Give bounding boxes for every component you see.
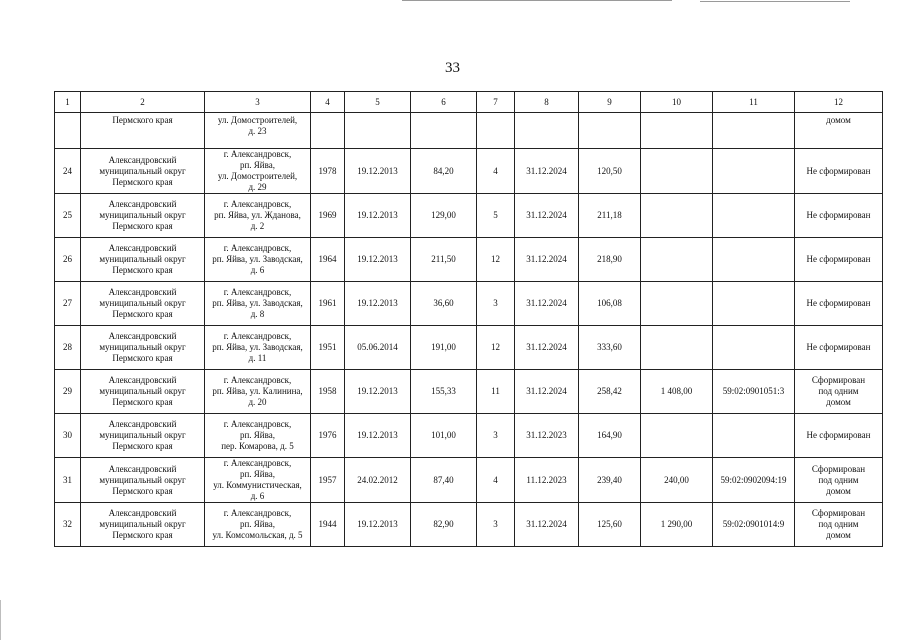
cell-date: 19.12.2013 bbox=[345, 194, 411, 238]
cell-row-number: 29 bbox=[55, 370, 81, 414]
cell-row-number: 28 bbox=[55, 326, 81, 370]
cell-residents: 12 bbox=[477, 326, 515, 370]
cell-residents: 4 bbox=[477, 458, 515, 503]
table-row bbox=[55, 194, 883, 238]
scan-edge-line bbox=[700, 1, 850, 2]
cell-municipality: Александровский муниципальный округ Пермского края bbox=[81, 414, 205, 458]
cell-cadastral-number: 59:02:0901051:3 bbox=[713, 370, 795, 414]
table-row bbox=[55, 414, 883, 458]
cell-land-status: Не сформирован bbox=[795, 414, 883, 458]
cell-municipality: Александровский муниципальный округ Пермского края bbox=[81, 282, 205, 326]
cell-year-built: 1944 bbox=[311, 503, 345, 547]
cell-row-number: 26 bbox=[55, 238, 81, 282]
cell-area bbox=[411, 113, 477, 149]
cell-residents: 3 bbox=[477, 503, 515, 547]
column-number-cell: 7 bbox=[477, 92, 515, 113]
cell-date: 19.12.2013 bbox=[345, 414, 411, 458]
cell-land-status: Не сформирован bbox=[795, 149, 883, 194]
housing-registry-table bbox=[54, 91, 883, 547]
cell-cadastral-number bbox=[713, 194, 795, 238]
cell-cadastral-number bbox=[713, 238, 795, 282]
cell-area-2: 164,90 bbox=[579, 414, 641, 458]
cell-deadline-date: 31.12.2024 bbox=[515, 194, 579, 238]
cell-year-built: 1978 bbox=[311, 149, 345, 194]
cell-cadastral-number bbox=[713, 282, 795, 326]
cell-area: 129,00 bbox=[411, 194, 477, 238]
cell-cadastral-number bbox=[713, 326, 795, 370]
cell-area-2: 125,60 bbox=[579, 503, 641, 547]
column-number-cell: 10 bbox=[641, 92, 713, 113]
cell-municipality: Александровский муниципальный округ Пермского края bbox=[81, 503, 205, 547]
cell-land-area bbox=[641, 113, 713, 149]
cell-deadline-date: 31.12.2024 bbox=[515, 370, 579, 414]
cell-municipality: Пермского края bbox=[81, 113, 205, 149]
column-number-cell: 3 bbox=[205, 92, 311, 113]
cell-residents bbox=[477, 113, 515, 149]
cell-address: г. Александровск, рп. Яйва, ул. Коммунистическая, д. 6 bbox=[205, 458, 311, 503]
cell-land-status: Не сформирован bbox=[795, 238, 883, 282]
cell-land-status: Сформирован под одним домом bbox=[795, 370, 883, 414]
cell-date: 19.12.2013 bbox=[345, 282, 411, 326]
cell-municipality: Александровский муниципальный округ Пермского края bbox=[81, 458, 205, 503]
column-number-cell: 1 bbox=[55, 92, 81, 113]
cell-cadastral-number bbox=[713, 113, 795, 149]
cell-area: 82,90 bbox=[411, 503, 477, 547]
cell-land-status: Не сформирован bbox=[795, 194, 883, 238]
cell-residents: 12 bbox=[477, 238, 515, 282]
cell-address: г. Александровск, рп. Яйва, ул. Комсомольская, д. 5 bbox=[205, 503, 311, 547]
cell-land-area bbox=[641, 326, 713, 370]
cell-address: г. Александровск, рп. Яйва, ул. Заводская, д. 8 bbox=[205, 282, 311, 326]
cell-date: 19.12.2013 bbox=[345, 149, 411, 194]
cell-date: 19.12.2013 bbox=[345, 370, 411, 414]
cell-area-2 bbox=[579, 113, 641, 149]
cell-area-2: 106,08 bbox=[579, 282, 641, 326]
table-row bbox=[55, 326, 883, 370]
column-number-cell: 6 bbox=[411, 92, 477, 113]
cell-municipality: Александровский муниципальный округ Пермского края bbox=[81, 238, 205, 282]
cell-land-status: Не сформирован bbox=[795, 326, 883, 370]
cell-deadline-date: 31.12.2024 bbox=[515, 282, 579, 326]
cell-date: 19.12.2013 bbox=[345, 503, 411, 547]
page-number: 33 bbox=[445, 60, 460, 76]
column-number-cell: 2 bbox=[81, 92, 205, 113]
cell-area: 84,20 bbox=[411, 149, 477, 194]
cell-deadline-date: 31.12.2024 bbox=[515, 326, 579, 370]
cell-year-built: 1958 bbox=[311, 370, 345, 414]
cell-year-built: 1951 bbox=[311, 326, 345, 370]
table-row bbox=[55, 282, 883, 326]
cell-row-number: 25 bbox=[55, 194, 81, 238]
cell-year-built: 1961 bbox=[311, 282, 345, 326]
cell-date bbox=[345, 113, 411, 149]
cell-deadline-date: 31.12.2023 bbox=[515, 414, 579, 458]
cell-date: 19.12.2013 bbox=[345, 238, 411, 282]
cell-year-built: 1969 bbox=[311, 194, 345, 238]
cell-land-area bbox=[641, 149, 713, 194]
cell-row-number: 24 bbox=[55, 149, 81, 194]
cell-municipality: Александровский муниципальный округ Пермского края bbox=[81, 194, 205, 238]
cell-land-area bbox=[641, 194, 713, 238]
cell-area: 191,00 bbox=[411, 326, 477, 370]
table-row bbox=[55, 238, 883, 282]
cell-land-area: 1 290,00 bbox=[641, 503, 713, 547]
cell-area-2: 333,60 bbox=[579, 326, 641, 370]
cell-land-status: Сформирован под одним домом bbox=[795, 458, 883, 503]
table-row bbox=[55, 370, 883, 414]
cell-land-area: 240,00 bbox=[641, 458, 713, 503]
cell-date: 24.02.2012 bbox=[345, 458, 411, 503]
cell-address: г. Александровск, рп. Яйва, пер. Комарова, д. 5 bbox=[205, 414, 311, 458]
cell-address: г. Александровск, рп. Яйва, ул. Заводская, д. 11 bbox=[205, 326, 311, 370]
scan-edge-line bbox=[0, 600, 1, 640]
cell-date: 05.06.2014 bbox=[345, 326, 411, 370]
cell-land-area bbox=[641, 414, 713, 458]
cell-row-number bbox=[55, 113, 81, 149]
cell-residents: 5 bbox=[477, 194, 515, 238]
cell-residents: 3 bbox=[477, 282, 515, 326]
cell-year-built: 1957 bbox=[311, 458, 345, 503]
cell-year-built: 1964 bbox=[311, 238, 345, 282]
cell-address: г. Александровск, рп. Яйва, ул. Заводская, д. 6 bbox=[205, 238, 311, 282]
cell-area: 155,33 bbox=[411, 370, 477, 414]
cell-area: 87,40 bbox=[411, 458, 477, 503]
column-number-cell: 8 bbox=[515, 92, 579, 113]
cell-cadastral-number bbox=[713, 414, 795, 458]
cell-residents: 4 bbox=[477, 149, 515, 194]
cell-land-area bbox=[641, 282, 713, 326]
cell-year-built bbox=[311, 113, 345, 149]
cell-area-2: 211,18 bbox=[579, 194, 641, 238]
cell-municipality: Александровский муниципальный округ Пермского края bbox=[81, 370, 205, 414]
column-number-cell: 4 bbox=[311, 92, 345, 113]
cell-address: г. Александровск, рп. Яйва, ул. Калинина, д. 20 bbox=[205, 370, 311, 414]
cell-area-2: 239,40 bbox=[579, 458, 641, 503]
table-row bbox=[55, 503, 883, 547]
cell-municipality: Александровский муниципальный округ Пермского края bbox=[81, 149, 205, 194]
cell-deadline-date bbox=[515, 113, 579, 149]
cell-area-2: 218,90 bbox=[579, 238, 641, 282]
cell-cadastral-number: 59:02:0902094:19 bbox=[713, 458, 795, 503]
cell-cadastral-number bbox=[713, 149, 795, 194]
column-number-cell: 5 bbox=[345, 92, 411, 113]
cell-cadastral-number: 59:02:0901014:9 bbox=[713, 503, 795, 547]
cell-deadline-date: 31.12.2024 bbox=[515, 149, 579, 194]
cell-address: ул. Домостроителей, д. 23 bbox=[205, 113, 311, 149]
column-number-cell: 12 bbox=[795, 92, 883, 113]
cell-land-status: Не сформирован bbox=[795, 282, 883, 326]
cell-land-status: Сформирован под одним домом bbox=[795, 503, 883, 547]
cell-area: 101,00 bbox=[411, 414, 477, 458]
cell-residents: 11 bbox=[477, 370, 515, 414]
cell-area-2: 120,50 bbox=[579, 149, 641, 194]
cell-row-number: 27 bbox=[55, 282, 81, 326]
cell-deadline-date: 31.12.2024 bbox=[515, 503, 579, 547]
cell-row-number: 32 bbox=[55, 503, 81, 547]
cell-municipality: Александровский муниципальный округ Пермского края bbox=[81, 326, 205, 370]
column-number-cell: 11 bbox=[713, 92, 795, 113]
cell-land-status: домом bbox=[795, 113, 883, 149]
cell-residents: 3 bbox=[477, 414, 515, 458]
cell-row-number: 31 bbox=[55, 458, 81, 503]
continuation-row bbox=[55, 113, 883, 149]
cell-year-built: 1976 bbox=[311, 414, 345, 458]
cell-area: 36,60 bbox=[411, 282, 477, 326]
cell-address: г. Александровск, рп. Яйва, ул. Домостроителей, д. 29 bbox=[205, 149, 311, 194]
cell-area: 211,50 bbox=[411, 238, 477, 282]
scan-edge-line bbox=[402, 0, 672, 1]
cell-address: г. Александровск, рп. Яйва, ул. Жданова, д. 2 bbox=[205, 194, 311, 238]
table-row bbox=[55, 458, 883, 503]
table-row bbox=[55, 149, 883, 194]
cell-land-area: 1 408,00 bbox=[641, 370, 713, 414]
cell-area-2: 258,42 bbox=[579, 370, 641, 414]
cell-deadline-date: 31.12.2024 bbox=[515, 238, 579, 282]
cell-land-area bbox=[641, 238, 713, 282]
column-number-cell: 9 bbox=[579, 92, 641, 113]
cell-deadline-date: 11.12.2023 bbox=[515, 458, 579, 503]
cell-row-number: 30 bbox=[55, 414, 81, 458]
column-number-row bbox=[55, 92, 883, 113]
